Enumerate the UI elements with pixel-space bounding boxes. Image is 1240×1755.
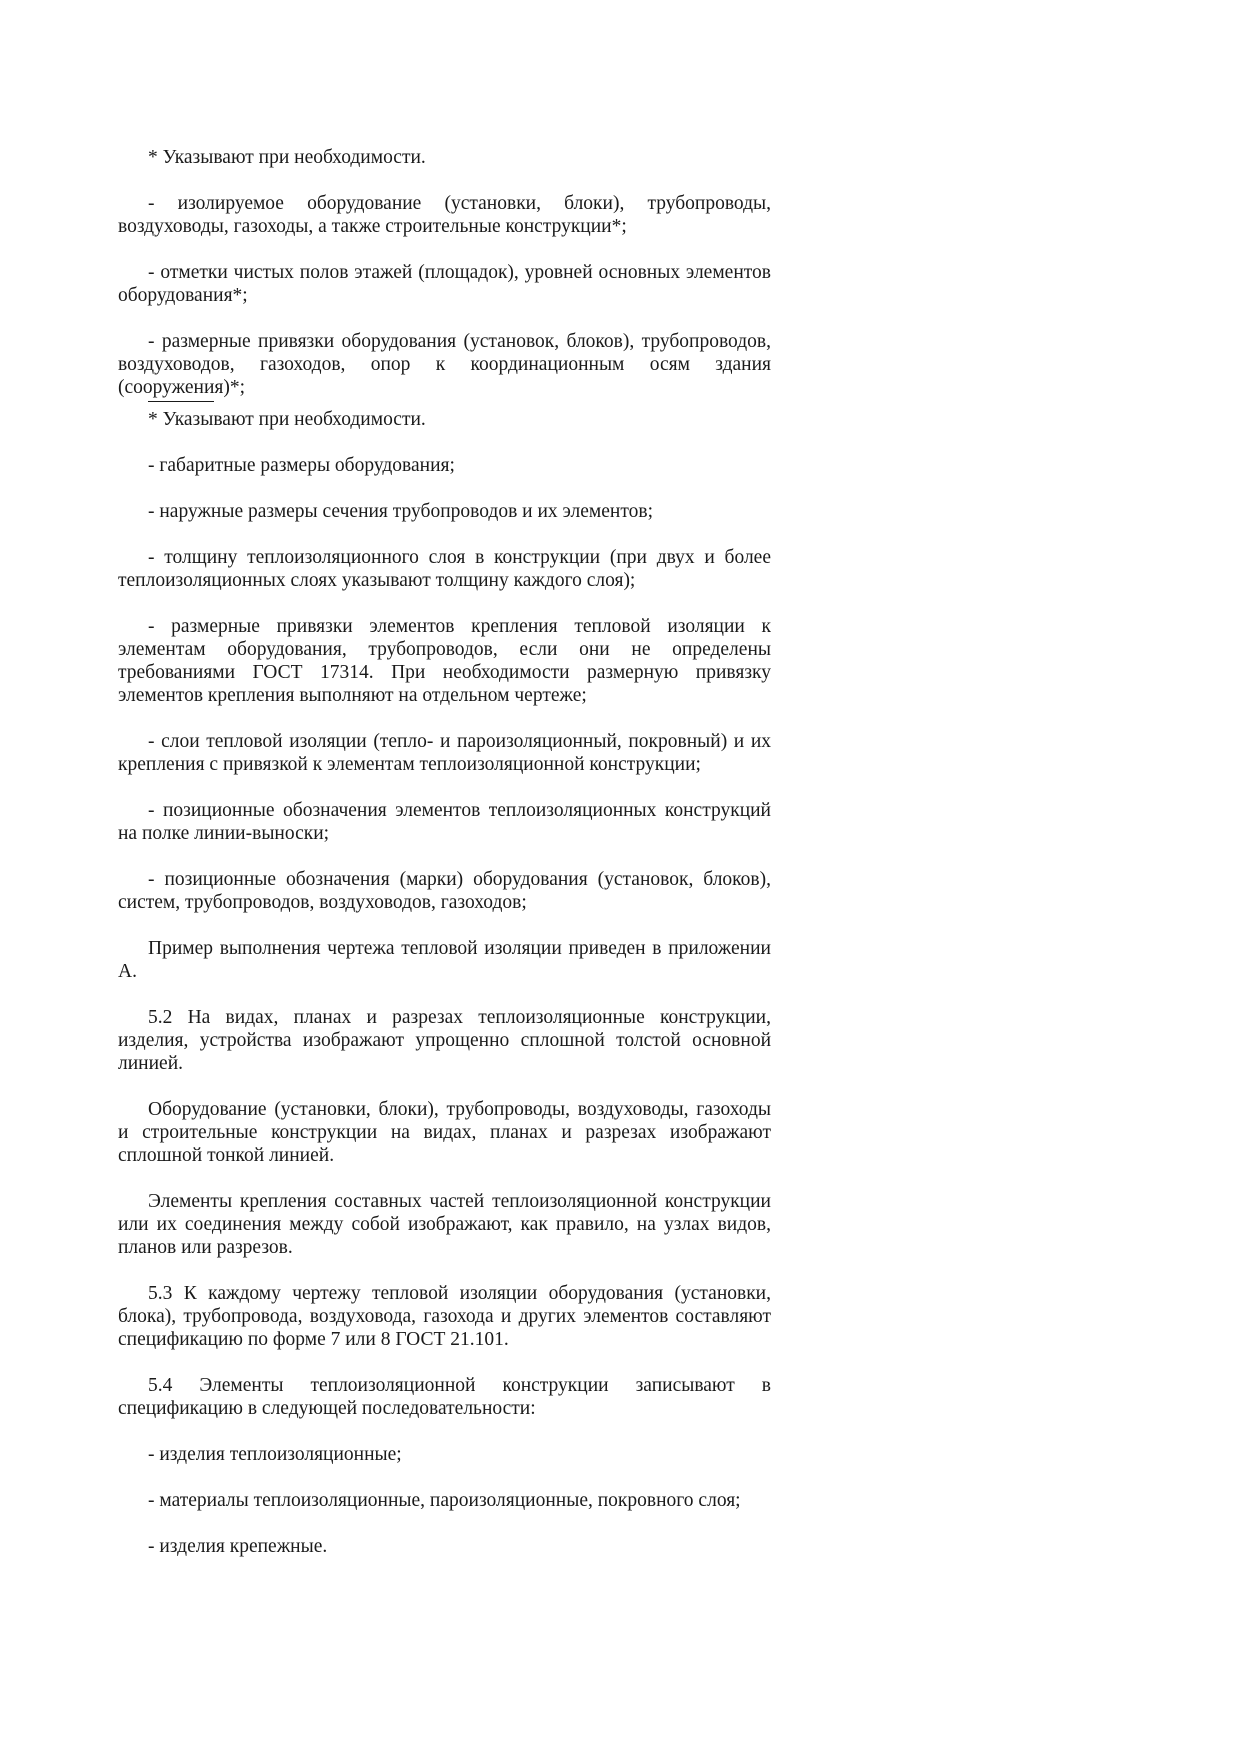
- list-item: - размерные привязки оборудования (установок, блоков), трубопроводов, воздуховодов, газоходов, опор к координационным осям здания (сооружения)*;: [118, 331, 771, 398]
- footnote-separator: [148, 401, 214, 402]
- body-paragraph: Оборудование (установки, блоки), трубопроводы, воздуховоды, газоходы и строительные конструкции на видах, планах и разрезах изображают сплошной тонкой линией.: [118, 1099, 771, 1166]
- document-page: [118, 146, 771, 1581]
- section-paragraph: 5.3 К каждому чертежу тепловой изоляции оборудования (установки, блока), трубопровода, воздуховода, газохода и других элементов составляют спецификацию по форме 7 или 8 ГОСТ 21.101.: [118, 1283, 771, 1350]
- list-item: - габаритные размеры оборудования;: [148, 455, 455, 476]
- list-item: - отметки чистых полов этажей (площадок), уровней основных элементов оборудования*;: [118, 262, 771, 306]
- list-item: - изделия теплоизоляционные;: [148, 1444, 402, 1465]
- list-item: - толщину теплоизоляционного слоя в конструкции (при двух и более теплоизоляционных слоях указывают толщину каждого слоя);: [118, 547, 771, 591]
- list-item: - размерные привязки элементов крепления тепловой изоляции к элементам оборудования, трубопроводов, если они не определены требованиями ГОСТ 17314. При необходимости размерную привязку элементов крепления выполняют на отдельном чертеже;: [118, 616, 771, 706]
- section-paragraph: 5.4 Элементы теплоизоляционной конструкции записывают в спецификацию в следующей последовательности:: [118, 1375, 771, 1419]
- footnote-text: * Указывают при необходимости.: [148, 409, 426, 430]
- list-item: - изделия крепежные.: [148, 1536, 328, 1557]
- list-item: - позиционные обозначения (марки) оборудования (установок, блоков), систем, трубопроводов, воздуховодов, газоходов;: [118, 869, 771, 913]
- list-item: - изолируемое оборудование (установки, блоки), трубопроводы, воздуховоды, газоходы, а также строительные конструкции*;: [118, 193, 771, 237]
- list-item: - наружные размеры сечения трубопроводов и их элементов;: [148, 501, 653, 522]
- list-item: - позиционные обозначения элементов теплоизоляционных конструкций на полке линии-выноски;: [118, 800, 771, 844]
- body-paragraph: Элементы крепления составных частей теплоизоляционной конструкции или их соединения между собой изображают, как правило, на узлах видов, планов или разрезов.: [118, 1191, 771, 1258]
- list-item: - материалы теплоизоляционные, пароизоляционные, покровного слоя;: [148, 1490, 741, 1511]
- body-paragraph: Пример выполнения чертежа тепловой изоляции приведен в приложении А.: [118, 938, 771, 982]
- footnote-text: * Указывают при необходимости.: [148, 147, 426, 168]
- list-item: - слои тепловой изоляции (тепло- и пароизоляционный, покровный) и их крепления с привязкой к элементам теплоизоляционной конструкции;: [118, 731, 771, 775]
- section-paragraph: 5.2 На видах, планах и разрезах теплоизоляционные конструкции, изделия, устройства изображают упрощенно сплошной толстой основной линией.: [118, 1007, 771, 1074]
